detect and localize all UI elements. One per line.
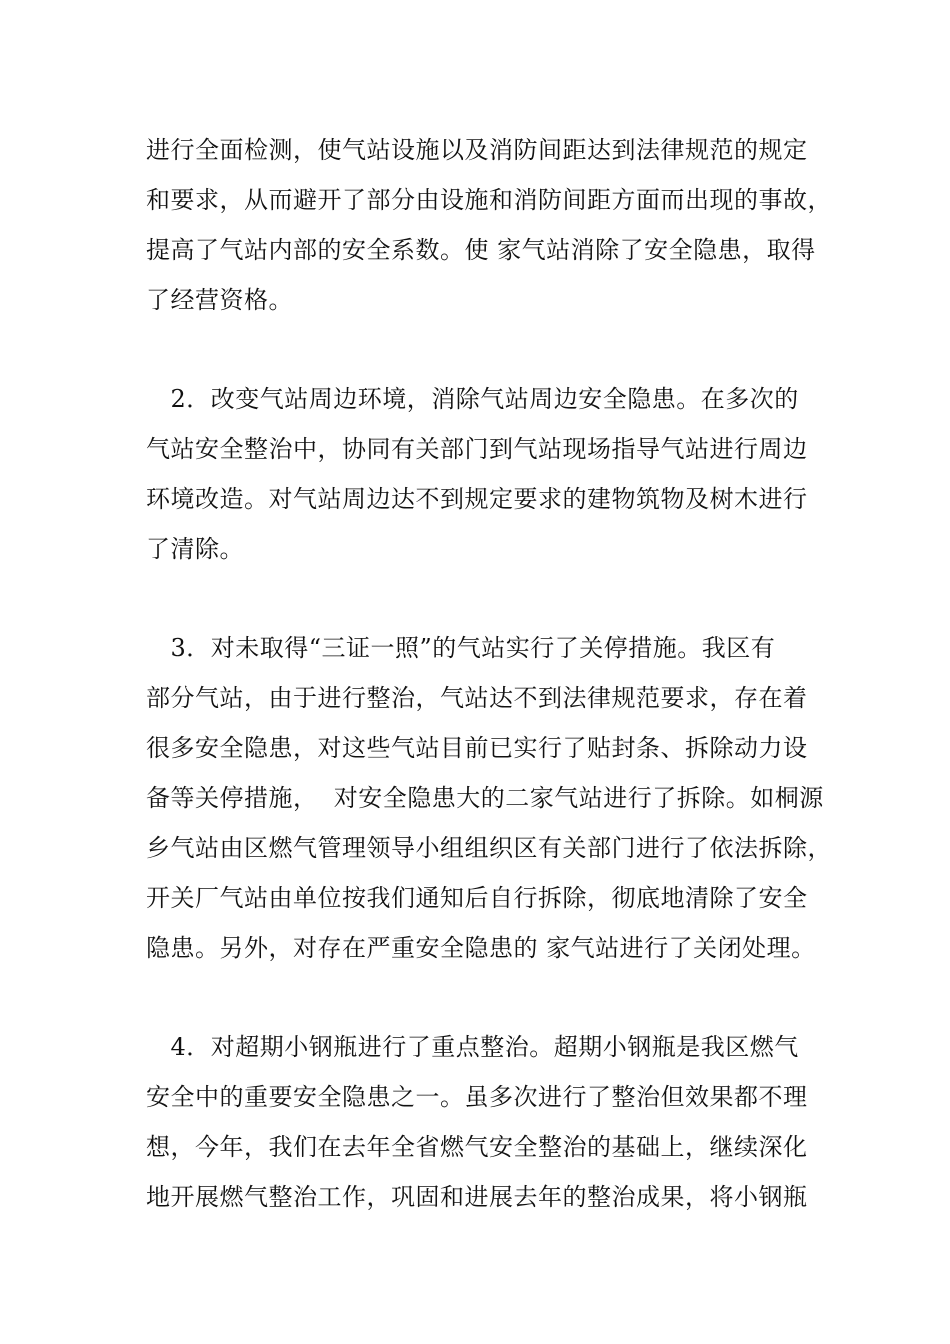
paragraph-4-line-4: 地开展燃气整治工作，巩固和进展去年的整治成果，将小钢瓶: [146, 1183, 808, 1211]
paragraph-3-line-3: 很多安全隐患，对这些气站目前已实行了贴封条、拆除动力设: [146, 734, 808, 762]
paragraph-1-line-2: 和要求，从而避开了部分由设施和消防间距方面而出现的事故，: [146, 186, 832, 214]
paragraph-3-line-7: 隐患。另外，对存在严重安全隐患的 家气站进行了关闭处理。: [146, 934, 816, 962]
paragraph-1-line-1: 进行全面检测，使气站设施以及消防间距达到法律规范的规定: [146, 136, 808, 164]
paragraph-1-line-4: 了经营资格。: [146, 286, 293, 314]
paragraph-3-line-4: 备等关停措施， 对安全隐患大的二家气站进行了拆除。如桐源: [146, 784, 824, 812]
paragraph-1-line-3: 提高了气站内部的安全系数。使 家气站消除了安全隐患，取得: [146, 236, 816, 264]
paragraph-3-line-2: 部分气站，由于进行整治，气站达不到法律规范要求，存在着: [146, 684, 808, 712]
paragraph-3-line-1: 3．对未取得“三证一照”的气站实行了关停措施。我区有: [146, 634, 776, 662]
paragraph-4-line-3: 想，今年，我们在去年全省燃气安全整治的基础上，继续深化: [146, 1133, 808, 1161]
paragraph-2-line-3: 环境改造。对气站周边达不到规定要求的建物筑物及树木进行: [146, 485, 808, 513]
paragraph-3-line-5: 乡气站由区燃气管理领导小组组织区有关部门进行了依法拆除，: [146, 834, 832, 862]
paragraph-3-line-6: 开关厂气站由单位按我们通知后自行拆除，彻底地清除了安全: [146, 884, 808, 912]
paragraph-4-line-2: 安全中的重要安全隐患之一。虽多次进行了整治但效果都不理: [146, 1083, 808, 1111]
paragraph-2-line-1: 2．改变气站周边环境，消除气站周边安全隐患。在多次的: [146, 385, 799, 413]
paragraph-2-line-2: 气站安全整治中，协同有关部门到气站现场指导气站进行周边: [146, 435, 808, 463]
paragraph-4-line-1: 4．对超期小钢瓶进行了重点整治。超期小钢瓶是我区燃气: [146, 1033, 799, 1061]
paragraph-2-line-4: 了清除。: [146, 535, 244, 563]
